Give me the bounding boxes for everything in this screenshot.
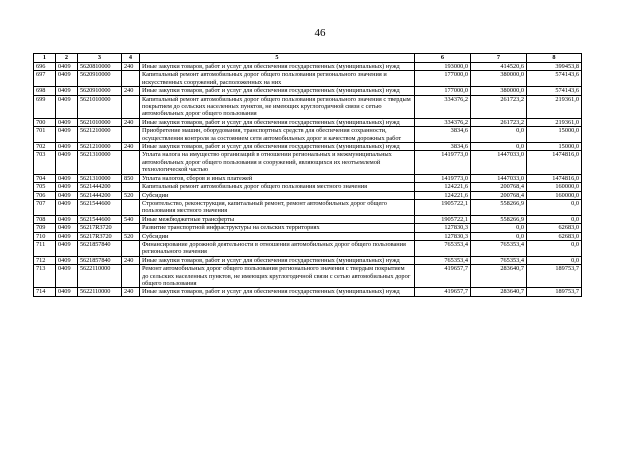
expense-type-code: 850 [122, 174, 140, 182]
target-article-code: 5621444200 [78, 183, 122, 191]
section-code: 0409 [56, 240, 78, 256]
row-description: Иные закупки товаров, работ и услуг для обеспечения государственных (муниципальных) нужд [140, 288, 415, 296]
row-description: Финансирование дорожной деятельности в отношении автомобильных дорог общего пользования регионального значения [140, 240, 415, 256]
page-number: 46 [314, 27, 326, 39]
target-article-code: 5621010000 [78, 118, 122, 126]
amount-year-2: 0,0 [471, 232, 527, 240]
target-article-code: 5620810000 [78, 63, 122, 71]
amount-year-3: 0,0 [527, 256, 582, 264]
amount-year-2: 1447033,0 [471, 151, 527, 174]
amount-year-3: 62683,0 [527, 232, 582, 240]
target-article-code: 5621210000 [78, 143, 122, 151]
table-row [34, 151, 582, 174]
expense-type-code [122, 71, 140, 87]
section-code: 0409 [56, 63, 78, 71]
section-code: 0409 [56, 256, 78, 264]
amount-year-2: 765353,4 [471, 256, 527, 264]
table-row [34, 224, 582, 232]
row-number: 707 [34, 199, 56, 215]
col-header-3: 3 [78, 54, 122, 63]
row-description: Уплата налогов, сборов и иных платежей [140, 174, 415, 182]
amount-year-1: 3834,6 [415, 143, 471, 151]
amount-year-1: 177000,0 [415, 71, 471, 87]
section-code: 0409 [56, 265, 78, 288]
row-number: 704 [34, 174, 56, 182]
target-article-code: 5621010000 [78, 95, 122, 118]
table-row [34, 232, 582, 240]
amount-year-1: 124221,6 [415, 183, 471, 191]
target-article-code: 5621857840 [78, 240, 122, 256]
table-row [34, 256, 582, 264]
table-row [34, 174, 582, 182]
row-description: Иные межбюджетные трансферты [140, 215, 415, 223]
table-body [34, 63, 582, 297]
amount-year-1: 419657,7 [415, 265, 471, 288]
row-number: 699 [34, 95, 56, 118]
row-number: 712 [34, 256, 56, 264]
row-number: 703 [34, 151, 56, 174]
col-header-8: 8 [527, 54, 582, 63]
section-code: 0409 [56, 143, 78, 151]
target-article-code: 56217R3720 [78, 224, 122, 232]
amount-year-1: 127830,3 [415, 224, 471, 232]
amount-year-2: 283640,7 [471, 265, 527, 288]
expense-type-code [122, 199, 140, 215]
amount-year-1: 177000,0 [415, 87, 471, 95]
col-header-6: 6 [415, 54, 471, 63]
row-number: 698 [34, 87, 56, 95]
amount-year-1: 334376,2 [415, 118, 471, 126]
target-article-code: 5621857840 [78, 256, 122, 264]
row-number: 702 [34, 143, 56, 151]
row-description: Субсидии [140, 232, 415, 240]
amount-year-3: 1474816,0 [527, 151, 582, 174]
expense-type-code [122, 151, 140, 174]
amount-year-2: 200768,4 [471, 191, 527, 199]
target-article-code: 5621310000 [78, 151, 122, 174]
row-description: Приобретение машин, оборудования, транспортных средств для обеспечения сохранности, осуществления контроля за состоянием сети автомобильных дорог и качеством дорожных работ [140, 127, 415, 143]
amount-year-1: 765353,4 [415, 240, 471, 256]
table-row [34, 63, 582, 71]
amount-year-1: 1419773,0 [415, 174, 471, 182]
target-article-code: 5621544600 [78, 199, 122, 215]
target-article-code: 5620910000 [78, 71, 122, 87]
table-row [34, 95, 582, 118]
row-number: 697 [34, 71, 56, 87]
section-code: 0409 [56, 215, 78, 223]
section-code: 0409 [56, 191, 78, 199]
amount-year-1: 765353,4 [415, 256, 471, 264]
table-row [34, 288, 582, 296]
row-description: Иные закупки товаров, работ и услуг для обеспечения государственных (муниципальных) нужд [140, 87, 415, 95]
row-number: 709 [34, 224, 56, 232]
amount-year-3: 219361,0 [527, 118, 582, 126]
amount-year-2: 261723,2 [471, 95, 527, 118]
row-description: Развитие транспортной инфраструктуры на сельских территориях [140, 224, 415, 232]
expense-type-code [122, 183, 140, 191]
table-row [34, 183, 582, 191]
amount-year-3: 0,0 [527, 240, 582, 256]
row-description: Строительство, реконструкция, капитальный ремонт, ремонт автомобильных дорог общего пользования местного значения [140, 199, 415, 215]
col-header-2: 2 [56, 54, 78, 63]
section-code: 0409 [56, 232, 78, 240]
target-article-code: 5622110000 [78, 265, 122, 288]
amount-year-2: 0,0 [471, 127, 527, 143]
expense-type-code: 240 [122, 87, 140, 95]
row-description: Уплата налога на имущество организаций в отношении региональных и межмуниципальных автомобильных дорог общего пользования и сооружений, являющихся их неотъемлемой технологической частью [140, 151, 415, 174]
row-description: Капитальный ремонт автомобильных дорог общего пользования регионального значения и искусственных сооружений, расположенных на них [140, 71, 415, 87]
row-number: 700 [34, 118, 56, 126]
amount-year-3: 399453,8 [527, 63, 582, 71]
section-code: 0409 [56, 87, 78, 95]
expense-type-code: 240 [122, 63, 140, 71]
amount-year-3: 0,0 [527, 199, 582, 215]
section-code: 0409 [56, 199, 78, 215]
table-row [34, 71, 582, 87]
row-description: Ремонт автомобильных дорог общего пользования регионального значения с твердым покрытием до сельских населенных пунктов, не имеющих круглогодичной связи с сетью автомобильных дорог общего пользования [140, 265, 415, 288]
budget-table [33, 53, 582, 297]
amount-year-2: 558266,9 [471, 215, 527, 223]
row-description: Субсидии [140, 191, 415, 199]
amount-year-1: 1905722,1 [415, 215, 471, 223]
header-row [34, 54, 582, 63]
expense-type-code [122, 127, 140, 143]
table-row [34, 118, 582, 126]
expense-type-code [122, 224, 140, 232]
table-row [34, 265, 582, 288]
expense-type-code: 240 [122, 288, 140, 296]
amount-year-3: 160000,0 [527, 191, 582, 199]
row-number: 705 [34, 183, 56, 191]
col-header-5: 5 [140, 54, 415, 63]
expense-type-code: 240 [122, 256, 140, 264]
section-code: 0409 [56, 183, 78, 191]
table-row [34, 240, 582, 256]
row-number: 701 [34, 127, 56, 143]
amount-year-2: 1447033,0 [471, 174, 527, 182]
target-article-code: 5622110000 [78, 288, 122, 296]
amount-year-1: 419657,7 [415, 288, 471, 296]
table-row [34, 143, 582, 151]
row-number: 713 [34, 265, 56, 288]
section-code: 0409 [56, 288, 78, 296]
row-number: 706 [34, 191, 56, 199]
amount-year-2: 200768,4 [471, 183, 527, 191]
amount-year-3: 189753,7 [527, 265, 582, 288]
expense-type-code: 540 [122, 215, 140, 223]
section-code: 0409 [56, 71, 78, 87]
amount-year-1: 3834,6 [415, 127, 471, 143]
col-header-1: 1 [34, 54, 56, 63]
amount-year-1: 127830,3 [415, 232, 471, 240]
section-code: 0409 [56, 174, 78, 182]
table-row [34, 87, 582, 95]
table-row [34, 191, 582, 199]
row-number: 714 [34, 288, 56, 296]
amount-year-3: 574143,6 [527, 71, 582, 87]
row-number: 710 [34, 232, 56, 240]
amount-year-3: 15000,0 [527, 127, 582, 143]
target-article-code: 5621444200 [78, 191, 122, 199]
target-article-code: 5621210000 [78, 127, 122, 143]
row-description: Капитальный ремонт автомобильных дорог общего пользования регионального значения с твердым покрытием до сельских населенных пунктов, не имеющих круглогодичной связи с сетью автомобильных дорог общего пользования [140, 95, 415, 118]
amount-year-1: 1419773,0 [415, 151, 471, 174]
table-row [34, 199, 582, 215]
amount-year-3: 160000,0 [527, 183, 582, 191]
amount-year-3: 0,0 [527, 215, 582, 223]
row-number: 708 [34, 215, 56, 223]
col-header-7: 7 [471, 54, 527, 63]
expense-type-code [122, 240, 140, 256]
row-description: Капитальный ремонт автомобильных дорог общего пользования местного значения [140, 183, 415, 191]
section-code: 0409 [56, 224, 78, 232]
amount-year-2: 380000,0 [471, 71, 527, 87]
amount-year-1: 124221,6 [415, 191, 471, 199]
expense-type-code: 240 [122, 118, 140, 126]
expense-type-code: 240 [122, 143, 140, 151]
amount-year-3: 189753,7 [527, 288, 582, 296]
row-number: 711 [34, 240, 56, 256]
amount-year-1: 193000,0 [415, 63, 471, 71]
expense-type-code [122, 265, 140, 288]
expense-type-code: 520 [122, 191, 140, 199]
expense-type-code [122, 95, 140, 118]
table-row [34, 215, 582, 223]
amount-year-2: 765353,4 [471, 240, 527, 256]
target-article-code: 5620910000 [78, 87, 122, 95]
expense-type-code: 520 [122, 232, 140, 240]
amount-year-2: 558266,9 [471, 199, 527, 215]
col-header-4: 4 [122, 54, 140, 63]
section-code: 0409 [56, 95, 78, 118]
amount-year-1: 334376,2 [415, 95, 471, 118]
row-number: 696 [34, 63, 56, 71]
section-code: 0409 [56, 151, 78, 174]
row-description: Иные закупки товаров, работ и услуг для обеспечения государственных (муниципальных) нужд [140, 143, 415, 151]
target-article-code: 5621310000 [78, 174, 122, 182]
amount-year-2: 283640,7 [471, 288, 527, 296]
section-code: 0409 [56, 118, 78, 126]
amount-year-3: 15000,0 [527, 143, 582, 151]
amount-year-3: 1474816,0 [527, 174, 582, 182]
row-description: Иные закупки товаров, работ и услуг для обеспечения государственных (муниципальных) нужд [140, 63, 415, 71]
row-description: Иные закупки товаров, работ и услуг для обеспечения государственных (муниципальных) нужд [140, 118, 415, 126]
amount-year-3: 574143,6 [527, 87, 582, 95]
row-description: Иные закупки товаров, работ и услуг для обеспечения государственных (муниципальных) нужд [140, 256, 415, 264]
amount-year-2: 0,0 [471, 143, 527, 151]
target-article-code: 56217R3720 [78, 232, 122, 240]
table-row [34, 127, 582, 143]
amount-year-2: 261723,2 [471, 118, 527, 126]
amount-year-2: 380000,0 [471, 87, 527, 95]
target-article-code: 5621544600 [78, 215, 122, 223]
amount-year-2: 0,0 [471, 224, 527, 232]
amount-year-3: 219361,0 [527, 95, 582, 118]
amount-year-2: 414520,6 [471, 63, 527, 71]
amount-year-3: 62683,0 [527, 224, 582, 232]
section-code: 0409 [56, 127, 78, 143]
amount-year-1: 1905722,1 [415, 199, 471, 215]
